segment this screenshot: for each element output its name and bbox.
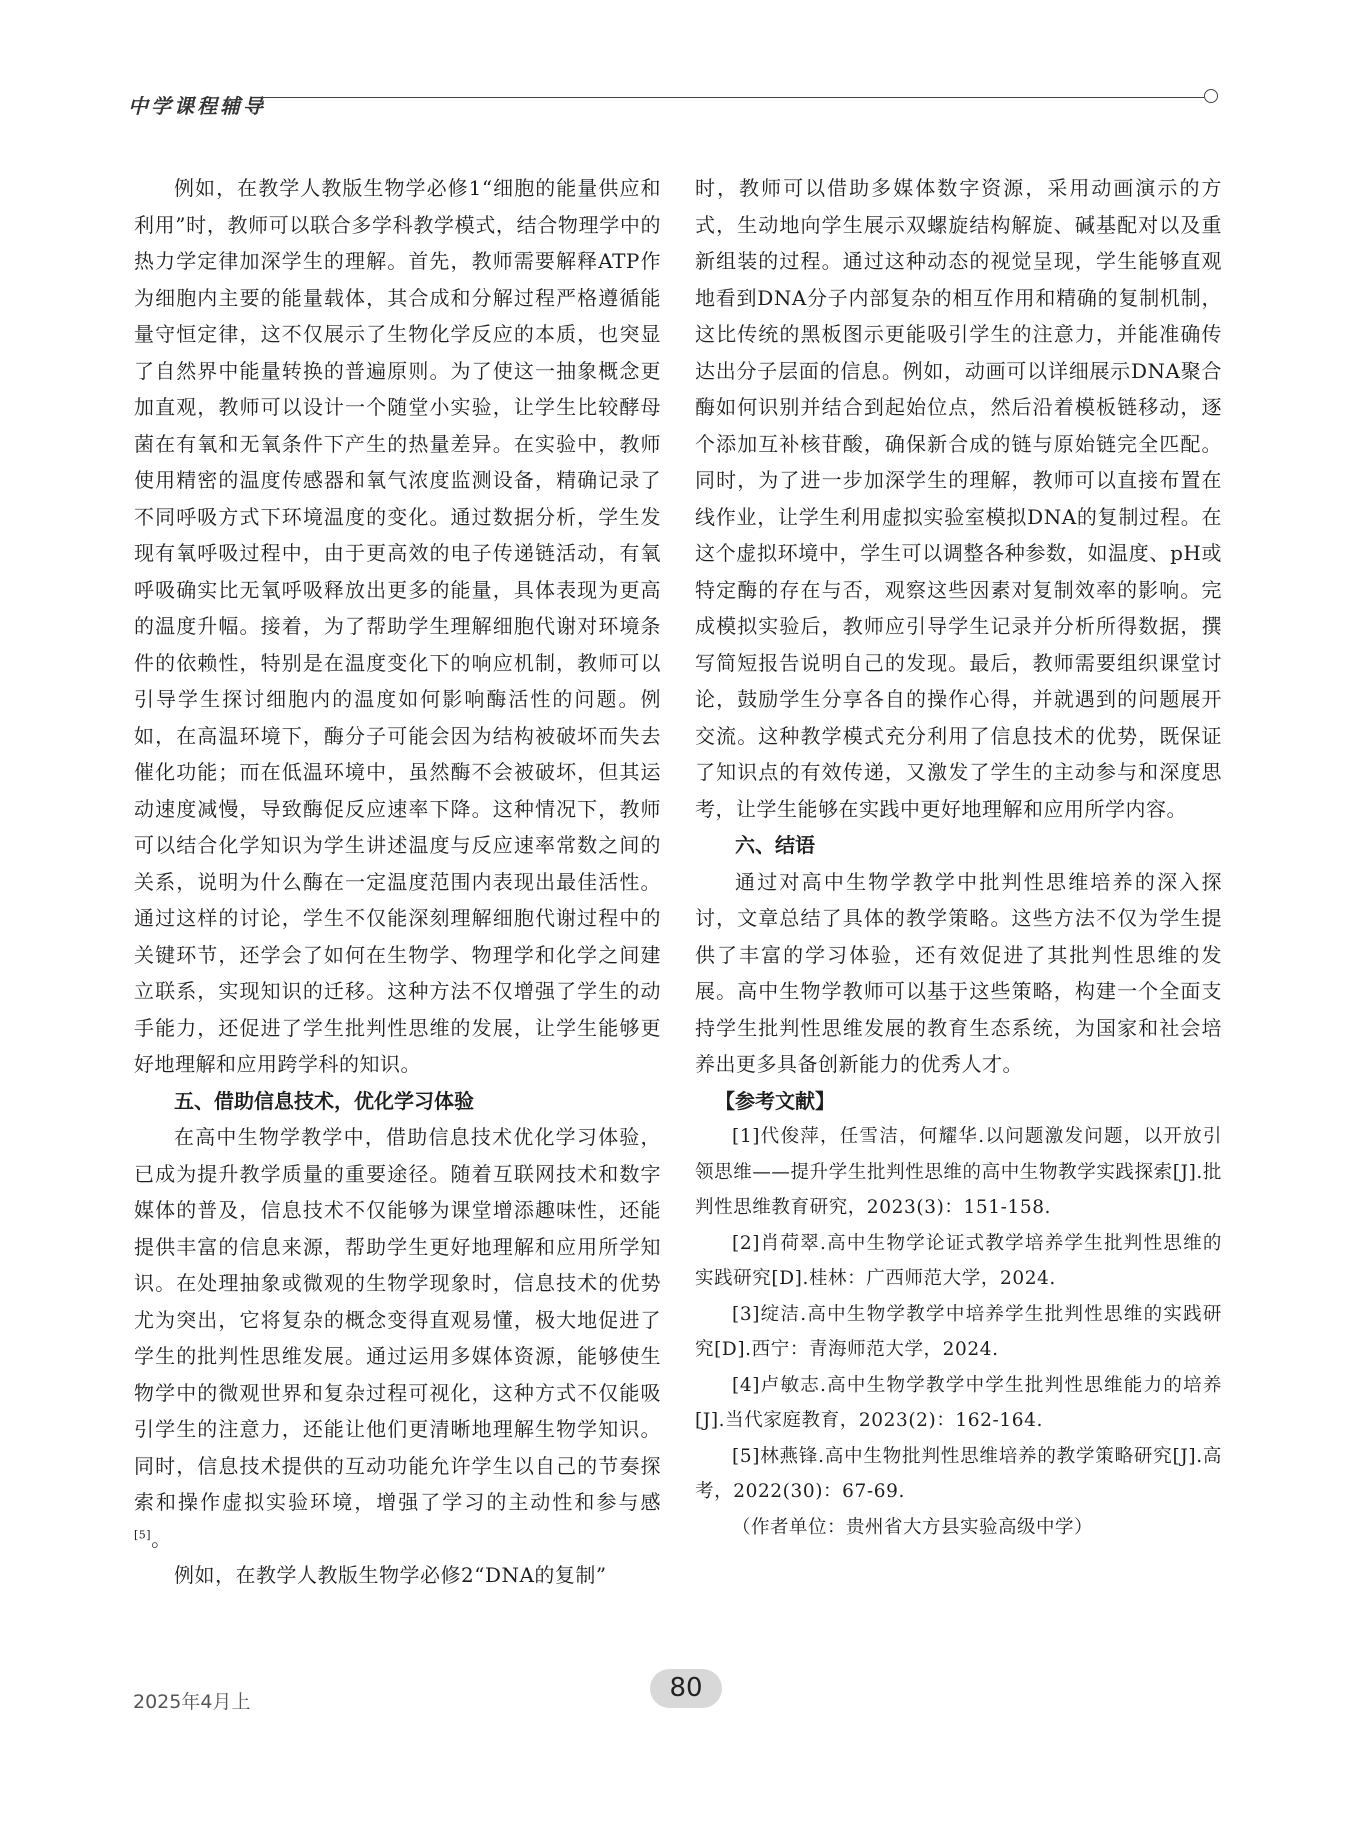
reference-item: [3]绽洁.高中生物学教学中培养学生批判性思维的实践研究[D].西宁：青海师范大学，2024.	[695, 1303, 1222, 1360]
header-circle-ornament	[1204, 89, 1218, 103]
paragraph-continued: 时，教师可以借助多媒体数字资源，采用动画演示的方式，生动地向学生展示双螺旋结构解旋、碱基配对以及重新组装的过程。通过这种动态的视觉呈现，学生能够直观地看到DNA分子内部复杂的相互作用和精确的复制机制，这比传统的黑板图示更能吸引学生的注意力，并能准确传达出分子层面的信息。例如，动画可以详细展示DNA聚合酶如何识别并结合到起始位点，然后沿着模板链移动，逐个添加互补核苷酸，确保新合成的链与原始链完全匹配。同时，为了进一步加深学生的理解，教师可以直接布置在线作业，让学生利用虚拟实验室模拟DNA的复制过程。在这个虚拟环境中，学生可以调整各种参数，如温度、pH或特定酶的存在与否，观察这些因素对复制效率的影响。完成模拟实验后，教师应引导学生记录并分析所得数据，撰写简短报告说明自己的发现。最后，教师需要组织课堂讨论，鼓励学生分享各自的操作心得，并就遇到的问题展开交流。这种教学模式充分利用了信息技术的优势，既保证了知识点的有效传递，又激发了学生的主动参与和深度思考，让学生能够在实践中更好地理解和应用所学内容。	[695, 176, 1222, 821]
left-column	[134, 170, 661, 1594]
section-heading: 六、结语	[735, 833, 815, 857]
reference-item: [4]卢敏志.高中生物学教学中学生批判性思维能力的培养[J].当代家庭教育，2023(2)：162-164.	[695, 1374, 1222, 1431]
right-column	[695, 170, 1222, 1546]
reference-item: [1]代俊萍，任雪洁，何耀华.以问题激发问题，以开放引领思维——提升学生批判性思维的高中生物教学实践探索[J].批判性思维教育研究，2023(3)：151-158.	[695, 1126, 1222, 1218]
reference-item: [2]肖荷翠.高中生物学论证式教学培养学生批判性思维的实践研究[D].桂林：广西师范大学，2024.	[695, 1232, 1222, 1289]
paragraph: 例如，在教学人教版生物学必修2“DNA的复制”	[174, 1563, 607, 1587]
header-rule	[262, 97, 1204, 98]
page-number: 80	[650, 1669, 722, 1708]
paragraph: 通过对高中生物学教学中批判性思维培养的深入探讨，文章总结了具体的教学策略。这些方法不仅为学生提供了丰富的学习体验，还有效促进了其批判性思维的发展。高中生物学教师可以基于这些策略，构建一个全面支持学生批判性思维发展的教育生态系统，为国家和社会培养出更多具备创新能力的优秀人才。	[695, 869, 1222, 1076]
author-affiliation: （作者单位：贵州省大方县实验高级中学）	[732, 1516, 1094, 1538]
journal-name: 中学课程辅导	[128, 94, 266, 118]
issue-date: 2025年4月上	[133, 1691, 251, 1713]
paragraph	[134, 1119, 661, 1557]
reference-item: [5]林燕锋.高中生物批判性思维培养的教学策略研究[J].高考，2022(30)：67-69.	[695, 1445, 1222, 1502]
paragraph-end: 。	[151, 1526, 172, 1551]
paragraph-text: 在高中生物学教学中，借助信息技术优化学习体验，已成为提升教学质量的重要途径。随着互联网技术和数字媒体的普及，信息技术不仅能够为课堂增添趣味性，还能提供丰富的信息来源，帮助学生更好地理解和应用所学知识。在处理抽象或微观的生物学现象时，信息技术的优势尤为突出，它将复杂的概念变得直观易懂，极大地促进了学生的批判性思维发展。通过运用多媒体资源，能够使生物学中的微观世界和复杂过程可视化，这种方式不仅能吸引学生的注意力，还能让他们更清晰地理解生物学知识。同时，信息技术提供的互动功能允许学生以自己的节奏探索和操作虚拟实验环境，增强了学习的主动性和参与感	[134, 1125, 661, 1514]
section-heading: 五、借助信息技术，优化学习体验	[174, 1088, 474, 1113]
references-heading: 【参考文献】	[715, 1088, 835, 1113]
paragraph: 例如，在教学人教版生物学必修1“细胞的能量供应和利用”时，教师可以联合多学科教学模式，结合物理学中的热力学定律加深学生的理解。首先，教师需要解释ATP作为细胞内主要的能量载体，其合成和分解过程严格遵循能量守恒定律，这不仅展示了生物化学反应的本质，也突显了自然界中能量转换的普遍原则。为了使这一抽象概念更加直观，教师可以设计一个随堂小实验，让学生比较酵母菌在有氧和无氧条件下产生的热量差异。在实验中，教师使用精密的温度传感器和氧气浓度监测设备，精确记录了不同呼吸方式下环境温度的变化。通过数据分析，学生发现有氧呼吸过程中，由于更高效的电子传递链活动，有氧呼吸确实比无氧呼吸释放出更多的能量，具体表现为更高的温度升幅。接着，为了帮助学生理解细胞代谢对环境条件的依赖性，特别是在温度变化下的响应机制，教师可以引导学生探讨细胞内的温度如何影响酶活性的问题。例如，在高温环境下，酶分子可能会因为结构被破坏而失去催化功能；而在低温环境中，虽然酶不会被破坏，但其运动速度减慢，导致酶促反应速率下降。这种情况下，教师可以结合化学知识为学生讲述温度与反应速率常数之间的关系，说明为什么酶在一定温度范围内表现出最佳活性。通过这样的讨论，学生不仅能深刻理解细胞代谢过程中的关键环节，还学会了如何在生物学、物理学和化学之间建立联系，实现知识的迁移。这种方法不仅增强了学生的动手能力，还促进了学生批判性思维的发展，让学生能够更好地理解和应用跨学科的知识。	[134, 176, 661, 1076]
citation-mark: [5]	[134, 1527, 152, 1541]
